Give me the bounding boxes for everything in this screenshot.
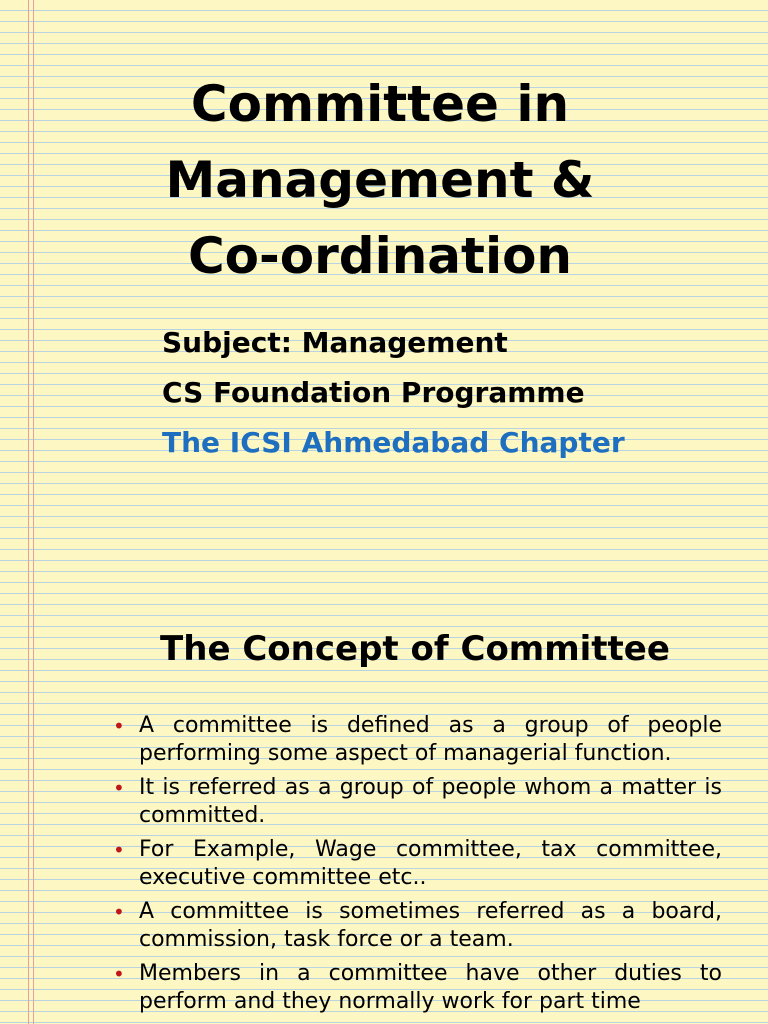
- bullet-item: [110, 836, 722, 892]
- bullet-text: A committee is sometimes referred as a board, commission, task force or a team.: [139, 899, 722, 952]
- bullet-icon: •: [113, 714, 125, 738]
- bullet-text: It is referred as a group of people whom a matter is committed.: [139, 775, 722, 828]
- bullet-item: [110, 712, 722, 768]
- bullet-text: For Example, Wage committee, tax committee, executive committee etc..: [139, 837, 722, 890]
- bullet-text: Members in a committee have other duties to perform and they normally work for part time: [139, 961, 722, 1014]
- slide-concept: [0, 512, 768, 1024]
- bullet-list: [110, 712, 722, 1022]
- bullet-text: A committee is defined as a group of people performing some aspect of managerial function.: [139, 713, 722, 766]
- bullet-icon: •: [113, 776, 125, 800]
- presentation-title: Committee in Management & Co-ordination: [165, 75, 595, 285]
- bullet-item: [110, 774, 722, 830]
- slide-heading: The Concept of Committee: [160, 629, 670, 669]
- chapter-line: The ICSI Ahmedabad Chapter: [162, 426, 625, 459]
- subject-line: Subject: Management: [162, 326, 508, 359]
- bullet-icon: •: [113, 900, 125, 924]
- bullet-item: [110, 960, 722, 1016]
- bullet-icon: •: [113, 962, 125, 986]
- programme-line: CS Foundation Programme: [162, 376, 585, 409]
- bullet-icon: •: [113, 838, 125, 862]
- bullet-item: [110, 898, 722, 954]
